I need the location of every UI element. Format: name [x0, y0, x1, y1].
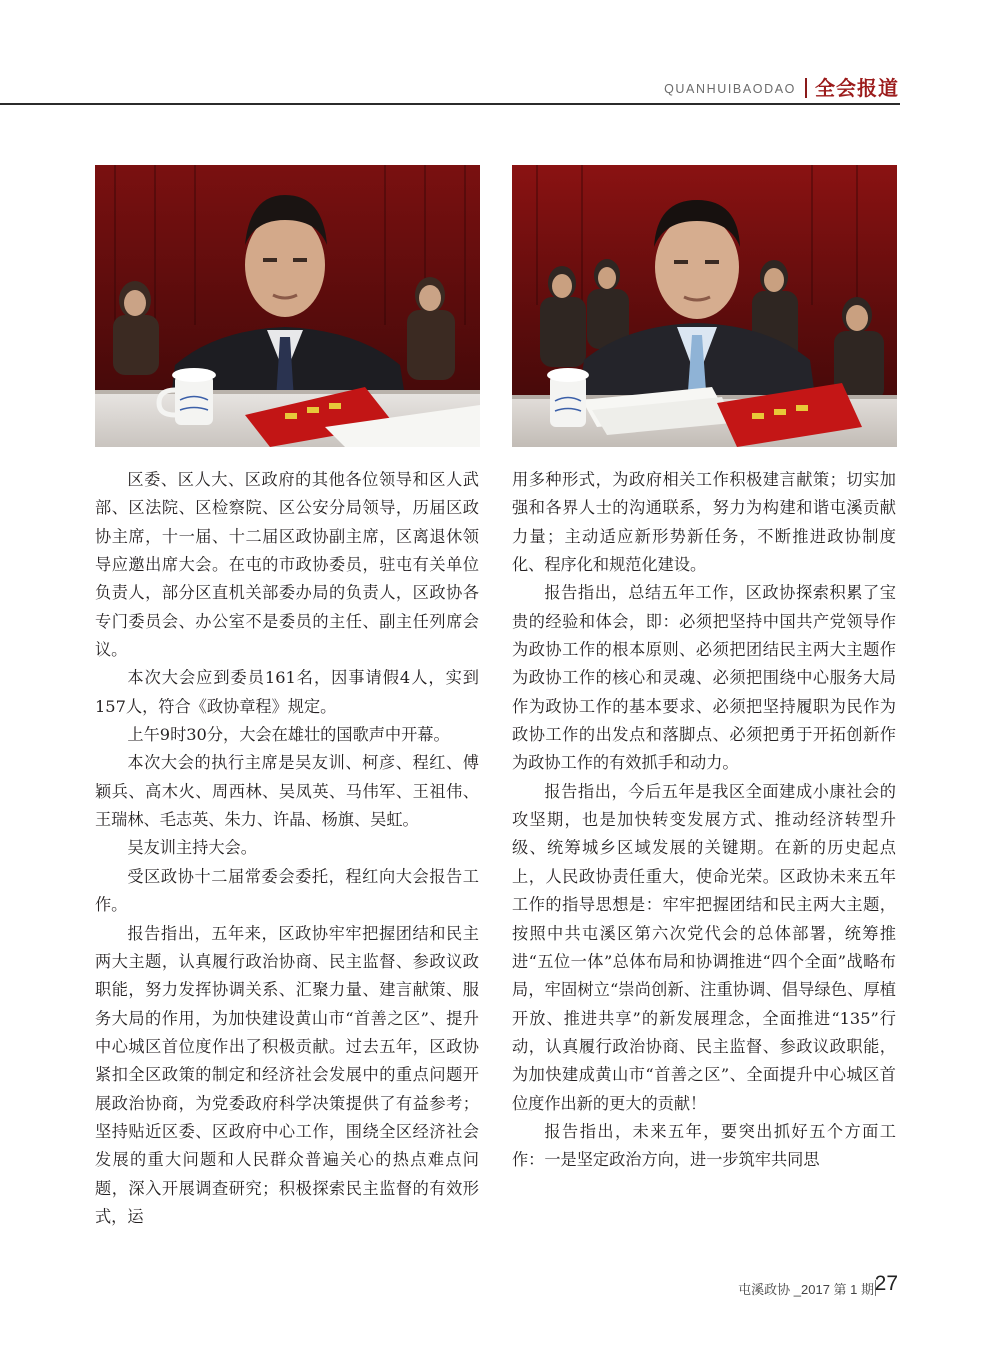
paragraph: 区委、区人大、区政府的其他各位领导和区人武部、区法院、区检察院、区公安分局领导，历届区政协主席，十一届、十二届区政协副主席，区离退休领导应邀出席大会。在屯的市政协委员，驻屯有关单位负责人，部分区直机关部委办局的负责人，区政协各专门委员会、办公室不是委员的主任、副主任列席会议。 [95, 470, 479, 660]
photo-right [512, 165, 897, 447]
paragraph: 本次大会应到委员161名，因事请假4人，实到157人，符合《政协章程》规定。 [95, 668, 479, 716]
photo-right-illustration [512, 165, 897, 447]
paragraph: 报告指出，五年来，区政协牢牢把握团结和民主两大主题，认真履行政治协商、民主监督、参政议政职能，努力发挥协调关系、汇聚力量、建言献策、服务大局的作用，为加快建设黄山市“首善之区”、提升中心城区首位度作出了积极贡献。过去五年，区政协紧扣全区政策的制定和经济社会发展中的重点问题开展政治协商，为党委政府科学决策提供了有益参考；坚持贴近区委、区政府中心工作，围绕全区经济社会发展的重大问题和人民群众普遍关心的热点难点问题，深入开展调查研究；积极探索民主监督的有效形式，运 [95, 923, 479, 1226]
article-column-right [512, 466, 896, 1175]
page-header [0, 0, 992, 110]
paragraph: 报告指出，今后五年是我区全面建成小康社会的攻坚期，也是加快转变发展方式、推动经济转型升级、统筹城乡区域发展的关键期。在新的历史起点上，人民政协责任重大，使命光荣。区政协未来五年工作的指导思想是：牢牢把握团结和民主两大主题，按照中共屯溪区第六次党代会的总体部署，统筹推进“五位一体”总体布局和协调推进“四个全面”战略布局，牢固树立“崇尚创新、注重协调、倡导绿色、厚植开放、推进共享”的新发展理念，全面推进“135”行动，认真履行政治协商、民主监督、参政议政职能，为加快建成黄山市“首善之区”、全面提升中心城区首位度作出新的更大的贡献！ [512, 781, 896, 1113]
paragraph: 报告指出，未来五年，要突出抓好五个方面工作：一是坚定政治方向，进一步筑牢共同思 [512, 1121, 896, 1170]
paragraph: 上午9时30分，大会在雄壮的国歌声中开幕。 [127, 725, 450, 745]
paragraph: 受区政协十二届常委会委托，程红向大会报告工作。 [95, 866, 479, 915]
paragraph: 报告指出，总结五年工作，区政协探索积累了宝贵的经验和体会，即：必须把坚持中国共产党领导作为政协工作的根本原则、必须把团结民主两大主题作为政协工作的核心和灵魂、必须把围绕中心服务大局作为政协工作的基本要求、必须把坚持履职为民作为政协工作的出发点和落脚点、必须把勇于开拓创新作为政协工作的有效抓手和动力。 [512, 583, 896, 773]
section-title-cn: 全会报道 [815, 76, 899, 100]
photo-left [95, 165, 480, 447]
paragraph: 本次大会的执行主席是吴友训、柯彦、程红、傅颖兵、高木火、周西林、吴凤英、马伟军、王祖伟、王瑞林、毛志英、朱力、许晶、杨旗、吴虹。 [95, 753, 479, 830]
section-title-en: QUANHUIBAODAO [664, 82, 796, 96]
article-column-left [95, 466, 479, 1231]
photo-left-illustration [95, 165, 480, 447]
page-number: 27 [874, 1272, 898, 1295]
paragraph-continued: 用多种形式，为政府相关工作积极建言献策；切实加强和各界人士的沟通联系，努力为构建和谐屯溪贡献力量；主动适应新形势新任务，不断推进政协制度化、程序化和规范化建设。 [512, 470, 896, 575]
header-rule [0, 103, 900, 105]
publication-info: 屯溪政协 _2017 第 1 期 [738, 1282, 874, 1297]
paragraph: 吴友训主持大会。 [127, 838, 257, 858]
header-divider [805, 78, 807, 98]
